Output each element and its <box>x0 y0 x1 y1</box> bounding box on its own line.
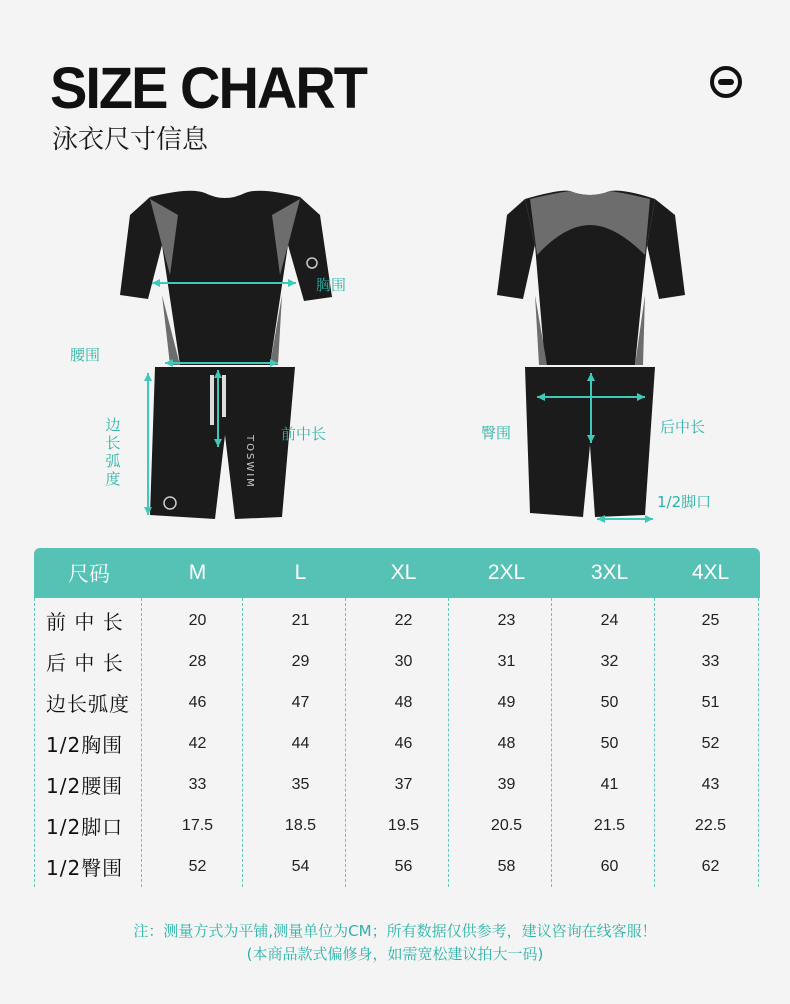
table-cell: 49 <box>497 693 516 711</box>
table-cell: 41 <box>600 775 619 793</box>
table-cell: 23 <box>497 611 516 629</box>
table-cell: 50 <box>600 734 619 752</box>
table-cell: 54 <box>291 857 310 875</box>
row-label: 1/2胸围 <box>46 733 124 757</box>
table-cell: 17.5 <box>181 816 214 834</box>
table-cell: 46 <box>394 734 413 752</box>
table-cell: 29 <box>291 652 310 670</box>
table-cell: 32 <box>600 652 619 670</box>
table-cell: 48 <box>497 734 516 752</box>
table-cell: 30 <box>394 652 413 670</box>
table-cell: 20.5 <box>490 816 523 834</box>
table-cell: 33 <box>701 652 720 670</box>
hip-label: 臀围 <box>481 424 512 442</box>
swim-goggle-logo-icon <box>710 66 742 98</box>
size-header-m: M <box>188 561 207 584</box>
table-cell: 21 <box>291 611 310 629</box>
front-rise-label: 前中长 <box>281 425 327 443</box>
table-cell: 22.5 <box>694 816 727 834</box>
size-table <box>34 548 760 887</box>
table-row <box>34 600 760 641</box>
chest-label: 胸围 <box>316 276 347 294</box>
table-cell: 33 <box>188 775 207 793</box>
table-divider <box>141 598 142 887</box>
table-row <box>34 641 760 682</box>
table-divider <box>654 598 655 887</box>
size-header-xl: XL <box>390 561 417 584</box>
table-cell: 21.5 <box>593 816 626 834</box>
row-label: 后 中 长 <box>46 651 124 675</box>
table-divider <box>448 598 449 887</box>
table-cell: 37 <box>394 775 413 793</box>
row-label: 前 中 长 <box>46 610 124 634</box>
table-cell: 24 <box>600 611 619 629</box>
table-row <box>34 764 760 805</box>
size-header-4xl: 4XL <box>691 561 730 584</box>
table-row <box>34 846 760 887</box>
table-cell: 31 <box>497 652 516 670</box>
page-title: SIZE CHART <box>50 54 366 121</box>
front-swimsuit-illustration <box>110 185 340 525</box>
table-cell: 47 <box>291 693 310 711</box>
size-header-l: L <box>294 561 307 584</box>
table-cell: 48 <box>394 693 413 711</box>
size-header-3xl: 3XL <box>590 561 629 584</box>
table-cell: 22 <box>394 611 413 629</box>
table-cell: 19.5 <box>387 816 420 834</box>
table-cell: 56 <box>394 857 413 875</box>
table-cell: 42 <box>188 734 207 752</box>
table-divider <box>34 598 35 887</box>
size-table-header <box>34 548 760 598</box>
table-row <box>34 805 760 846</box>
table-cell: 58 <box>497 857 516 875</box>
size-header-2xl: 2XL <box>487 561 526 584</box>
table-cell: 60 <box>600 857 619 875</box>
table-divider <box>242 598 243 887</box>
back-swimsuit-illustration <box>495 185 695 525</box>
table-cell: 43 <box>701 775 720 793</box>
table-cell: 46 <box>188 693 207 711</box>
front-swimsuit-figure <box>110 185 340 525</box>
row-label: 1/2臀围 <box>46 856 124 880</box>
table-row <box>34 723 760 764</box>
front-brand-text: TOSWIM <box>244 435 255 489</box>
side-length-label: 边长弧度 <box>105 416 121 488</box>
size-header-label: 尺码 <box>68 563 110 586</box>
table-cell: 52 <box>701 734 720 752</box>
table-cell: 52 <box>188 857 207 875</box>
table-row <box>34 682 760 723</box>
page-subtitle: 泳衣尺寸信息 <box>52 125 209 155</box>
waist-label: 腰围 <box>70 346 101 364</box>
table-cell: 62 <box>701 857 720 875</box>
table-cell: 20 <box>188 611 207 629</box>
table-divider <box>551 598 552 887</box>
row-label: 边长弧度 <box>46 692 130 716</box>
back-rise-label: 后中长 <box>660 418 706 436</box>
back-swimsuit-figure <box>495 185 695 525</box>
table-divider <box>758 598 759 887</box>
measurement-note: 注：测量方式为平铺,测量单位为CM；所有数据仅供参考，建议咨询在线客服！ <box>133 922 657 940</box>
table-cell: 50 <box>600 693 619 711</box>
row-label: 1/2脚口 <box>46 815 124 839</box>
table-cell: 18.5 <box>284 816 317 834</box>
row-label: 1/2腰围 <box>46 774 124 798</box>
table-cell: 39 <box>497 775 516 793</box>
table-divider <box>345 598 346 887</box>
table-cell: 35 <box>291 775 310 793</box>
table-cell: 25 <box>701 611 720 629</box>
leg-opening-label: 1/2脚口 <box>657 493 712 511</box>
table-cell: 44 <box>291 734 310 752</box>
fit-note: (本商品款式偏修身，如需宽松建议拍大一码) <box>246 945 544 963</box>
size-table-body <box>34 598 760 887</box>
table-cell: 51 <box>701 693 720 711</box>
table-cell: 28 <box>188 652 207 670</box>
